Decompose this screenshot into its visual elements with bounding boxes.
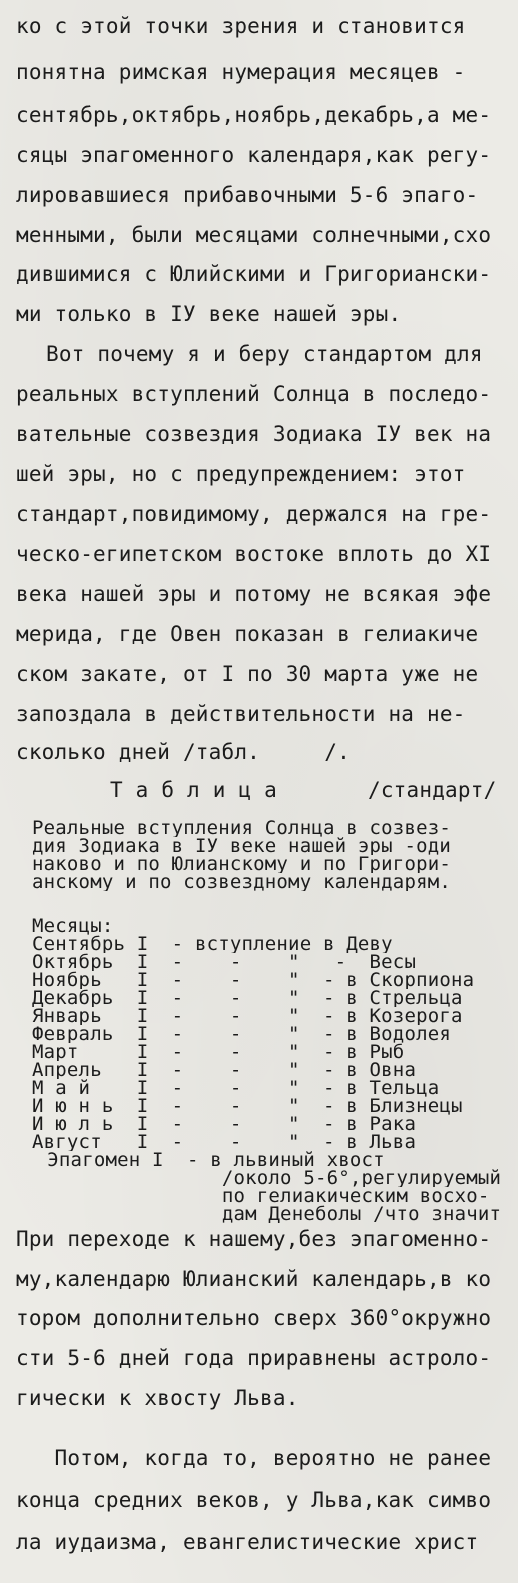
text-line: запоздала в действительности на не- <box>16 702 466 726</box>
table-header: Месяцы: <box>32 917 114 935</box>
text-line: Вот почему я и беру стандартом для <box>46 342 483 366</box>
caption-line: Реальные вступления Солнца в созвез- <box>32 819 452 837</box>
table-row: И ю л ь I - - " - в Рака <box>32 1115 417 1133</box>
text-line: менными, были месяцами солнечными,схо <box>16 223 492 247</box>
caption-line: наково и по Юлианскому и по Григори- <box>32 855 452 873</box>
text-line: сяцы эпагоменного календаря,как регу- <box>16 143 492 167</box>
table-row: М а й I - - " - в Тельца <box>32 1079 440 1097</box>
table-row: Апрель I - - " - в Овна <box>32 1061 417 1079</box>
text-line: мерида, где Овен показан в гелиакиче <box>16 622 479 646</box>
table-row: Сентябрь I - вступление в Деву <box>32 935 393 953</box>
text-line: сколько дней /табл. /. <box>16 740 350 764</box>
text-line: При переходе к нашему,без эпагоменно- <box>16 1227 492 1251</box>
text-line: му,календарю Юлианский календарь,в ко <box>16 1267 492 1291</box>
epagomen-line: по гелиакическим восхо- <box>24 1187 490 1205</box>
text-line: стандарт,повидимому, держался на гре- <box>16 502 492 526</box>
text-line: сентябрь,октябрь,ноябрь,декабрь,а ме- <box>16 103 492 127</box>
table-row: Март I - - " - в Рыб <box>32 1043 405 1061</box>
text-line: ла иудаизма, евангелистические христ <box>16 1530 479 1554</box>
table-row: Октябрь I - - " - Весы <box>32 953 417 971</box>
text-line: вательные созвездия Зодиака IУ век на <box>16 422 492 446</box>
epagomen-line: дам Денеболы /что значит <box>24 1205 502 1223</box>
text-line: тором дополнительно сверх 360°окружно <box>16 1306 492 1330</box>
table-row: Декабрь I - - " - в Стрельца <box>32 989 463 1007</box>
text-line: века нашей эры и потому не всякая эфе <box>16 582 492 606</box>
table-title-word: Т а б л и ц а <box>110 778 277 802</box>
caption-line: анскому и по созвездному календарям. <box>32 873 452 891</box>
text-line: ском закате, от I по 30 марта уже не <box>16 662 479 686</box>
text-line: реальных вступлений Солнца в последо- <box>16 382 492 406</box>
table-row: Февраль I - - " - в Водолея <box>32 1025 452 1043</box>
text-line: ко с этой точки зрения и становится <box>16 14 466 38</box>
table-row: Ноябрь I - - " - в Скорпиона <box>32 971 475 989</box>
text-line: гически к хвосту Льва. <box>16 1386 299 1410</box>
table-row: И ю н ь I - - " - в Близнецы <box>32 1097 463 1115</box>
text-line: конца средних веков, у Льва,как симво <box>16 1488 492 1512</box>
text-line: лировавшиеся прибавочными 5-6 эпаго- <box>16 183 479 207</box>
text-line: Потом, когда то, вероятно не ранее <box>16 1446 492 1470</box>
text-line: дившимися с Юлийскими и Григориански- <box>16 262 492 286</box>
epagomen-line: Эпагомен I - в львиный хвост <box>24 1151 385 1169</box>
text-line: шей эры, но с предупреждением: этот <box>16 462 466 486</box>
epagomen-line: /около 5-6°,регулируемый <box>24 1169 502 1187</box>
table-title-note: /стандарт/ <box>368 778 497 802</box>
table-row: Январь I - - " - в Козерога <box>32 1007 463 1025</box>
text-line: сти 5-6 дней года приравнены астроло- <box>16 1346 492 1370</box>
table-row: Август I - - " - в Льва <box>32 1133 417 1151</box>
text-line: ми только в IУ веке нашей эры. <box>16 302 402 326</box>
caption-line: дия Зодиака в IУ веке нашей эры -оди <box>32 837 452 855</box>
text-line: понятна римская нумерация месяцев - <box>16 60 466 84</box>
text-line: ческо-египетском востоке вплоть до XI <box>16 542 492 566</box>
